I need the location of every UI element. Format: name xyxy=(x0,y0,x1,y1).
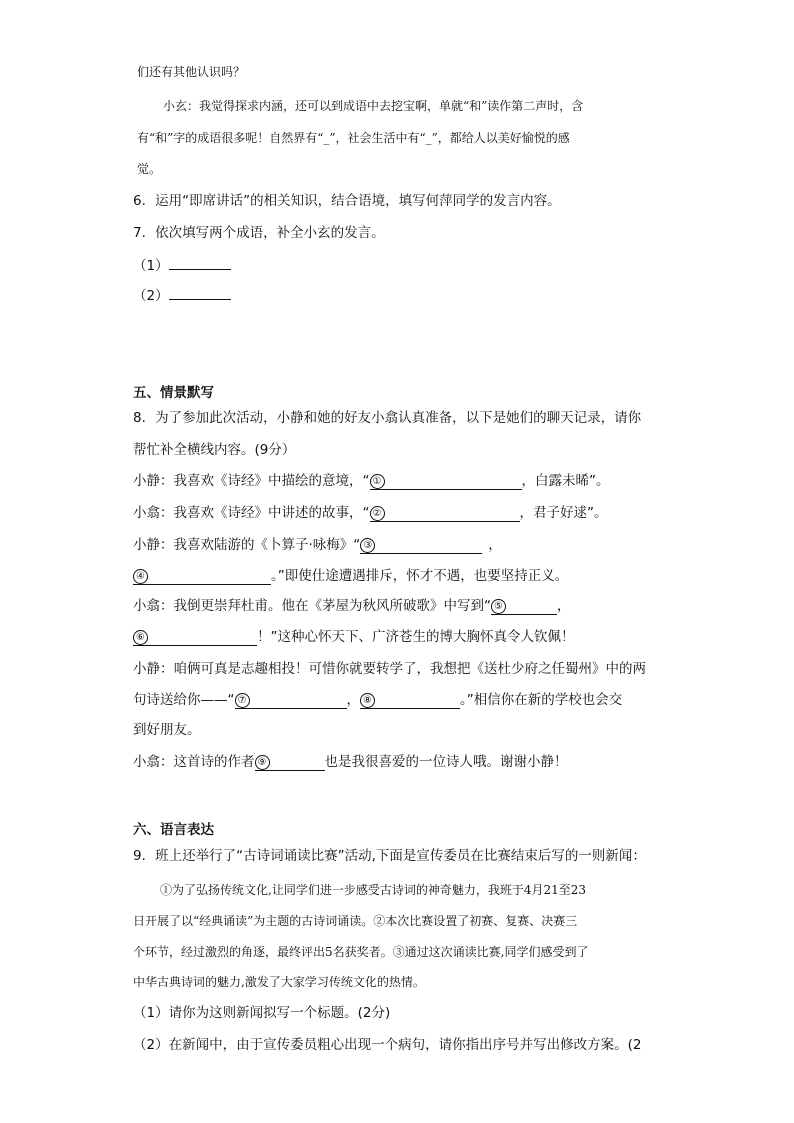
dialogue-line-8 xyxy=(133,690,622,710)
dialogue-text: 小翕：这首诗的作者 xyxy=(133,754,255,770)
dialogue-line-10 xyxy=(133,752,568,772)
question-9-1: （1）请你为这则新闻拟写一个标题。(2分) xyxy=(133,1005,391,1021)
dialogue-line-4 xyxy=(133,566,568,586)
dialogue-text: 小静：我喜欢陆游的《卜算子·咏梅》“ xyxy=(133,537,361,553)
blank-number: ④ xyxy=(133,569,148,584)
question-9: 9．班上还举行了“古诗词诵读比赛”活动,下面是宣传委员在比赛结束后写的一则新闻： xyxy=(133,848,646,864)
answer-blank-1[interactable] xyxy=(370,473,522,490)
dialogue-text: 小静：我喜欢《诗经》中描绘的意境，“ xyxy=(133,473,370,489)
item-label: （1） xyxy=(133,258,169,274)
question-8: 8．为了参加此次活动，小静和她的好友小翕认真准备，以下是她们的聊天记录，请你 xyxy=(133,410,642,426)
dialogue-text: ， xyxy=(488,537,502,553)
dialogue-text: 也是我很喜爱的一位诗人哦。谢谢小静！ xyxy=(324,754,568,770)
paragraph-line: 有“和”字的成语很多呢！自然界有“_”，社会生活中有“_”，都给人以美好愉悦的感 xyxy=(137,131,570,145)
dialogue-text: ， xyxy=(557,598,571,614)
question-8-cont: 帮忙补全横线内容。(9分） xyxy=(133,442,296,458)
dialogue-text: ，君子好逑”。 xyxy=(519,505,608,521)
blank-number: ⑤ xyxy=(491,599,506,614)
paragraph-line: 小玄：我觉得探求内涵，还可以到成语中去挖宝啊，单就“和”读作第二声时，含 xyxy=(163,99,584,113)
answer-line-7-2 xyxy=(133,284,231,306)
answer-blank-6[interactable] xyxy=(133,629,257,646)
blank-number: ① xyxy=(370,474,385,489)
blank-number: ③ xyxy=(360,538,375,553)
dialogue-text: ！”这种心怀天下、广济苍生的博大胸怀真令人钦佩！ xyxy=(257,629,575,645)
question-6: 6．运用“即席讲话”的相关知识，结合语境，填写何萍同学的发言内容。 xyxy=(133,193,561,209)
dialogue-line-7: 小静：咱俩可真是志趣相投！可惜你就要转学了，我想把《送杜少府之任蜀州》中的两 xyxy=(133,661,646,677)
dialogue-text: 句诗送给你——“ xyxy=(133,692,235,708)
answer-blank-8[interactable] xyxy=(360,692,460,709)
answer-blank-5[interactable] xyxy=(491,598,557,615)
answer-blank-3[interactable] xyxy=(360,537,482,554)
answer-line-7-1 xyxy=(133,254,231,276)
dialogue-text: 小翕：我倒更崇拜杜甫。他在《茅屋为秋风所破歌》中写到“ xyxy=(133,598,491,614)
dialogue-text: 。”相信你在新的学校也会交 xyxy=(460,692,623,708)
answer-blank[interactable] xyxy=(169,284,231,300)
item-label: （2） xyxy=(133,288,169,304)
answer-blank-2[interactable] xyxy=(370,505,520,522)
dialogue-line-9: 到好朋友。 xyxy=(133,722,201,738)
answer-blank-4[interactable] xyxy=(133,568,271,585)
dialogue-text: ， xyxy=(346,692,360,708)
dialogue-text: ，白露未晞”。 xyxy=(521,473,610,489)
question-9-2: （2）在新闻中，由于宣传委员粗心出现一个病句，请你指出序号并写出修改方案。(2 xyxy=(133,1037,642,1053)
dialogue-line-6 xyxy=(133,627,575,647)
news-line: ①为了弘扬传统文化,让同学们进一步感受古诗词的神奇魅力，我班于4月21至23 xyxy=(160,883,586,897)
blank-number: ⑦ xyxy=(235,693,250,708)
paragraph-line: 觉。 xyxy=(137,162,162,176)
blank-number: ② xyxy=(370,506,385,521)
blank-number: ⑨ xyxy=(255,755,270,770)
answer-blank[interactable] xyxy=(169,254,231,270)
news-line: 日开展了以“经典诵读”为主题的古诗词诵读。②本次比赛设置了初赛、复赛、决赛三 xyxy=(133,914,578,928)
question-7: 7．依次填写两个成语，补全小玄的发言。 xyxy=(133,225,385,241)
dialogue-line-3 xyxy=(133,535,502,555)
section-heading: 六、语言表达 xyxy=(133,822,214,838)
news-line: 中华古典诗词的魅力,激发了大家学习传统文化的热情。 xyxy=(133,975,425,989)
paragraph-line: 们还有其他认识吗？ xyxy=(137,65,246,79)
answer-blank-7[interactable] xyxy=(235,692,347,709)
dialogue-text: 。”即使仕途遭遇排斥，怀才不遇，也要坚持正义。 xyxy=(271,568,569,584)
dialogue-text: 小翕：我喜欢《诗经》中讲述的故事，“ xyxy=(133,505,370,521)
section-heading: 五、情景默写 xyxy=(133,385,214,401)
news-line: 个环节，经过激烈的角逐，最终评出5名获奖者。③通过这次诵读比赛,同学们感受到了 xyxy=(133,945,589,959)
blank-number: ⑥ xyxy=(133,630,148,645)
dialogue-line-2 xyxy=(133,503,608,523)
dialogue-line-5 xyxy=(133,596,571,616)
blank-number: ⑧ xyxy=(360,693,375,708)
dialogue-line-1 xyxy=(133,471,610,491)
answer-blank-9[interactable] xyxy=(255,754,325,771)
